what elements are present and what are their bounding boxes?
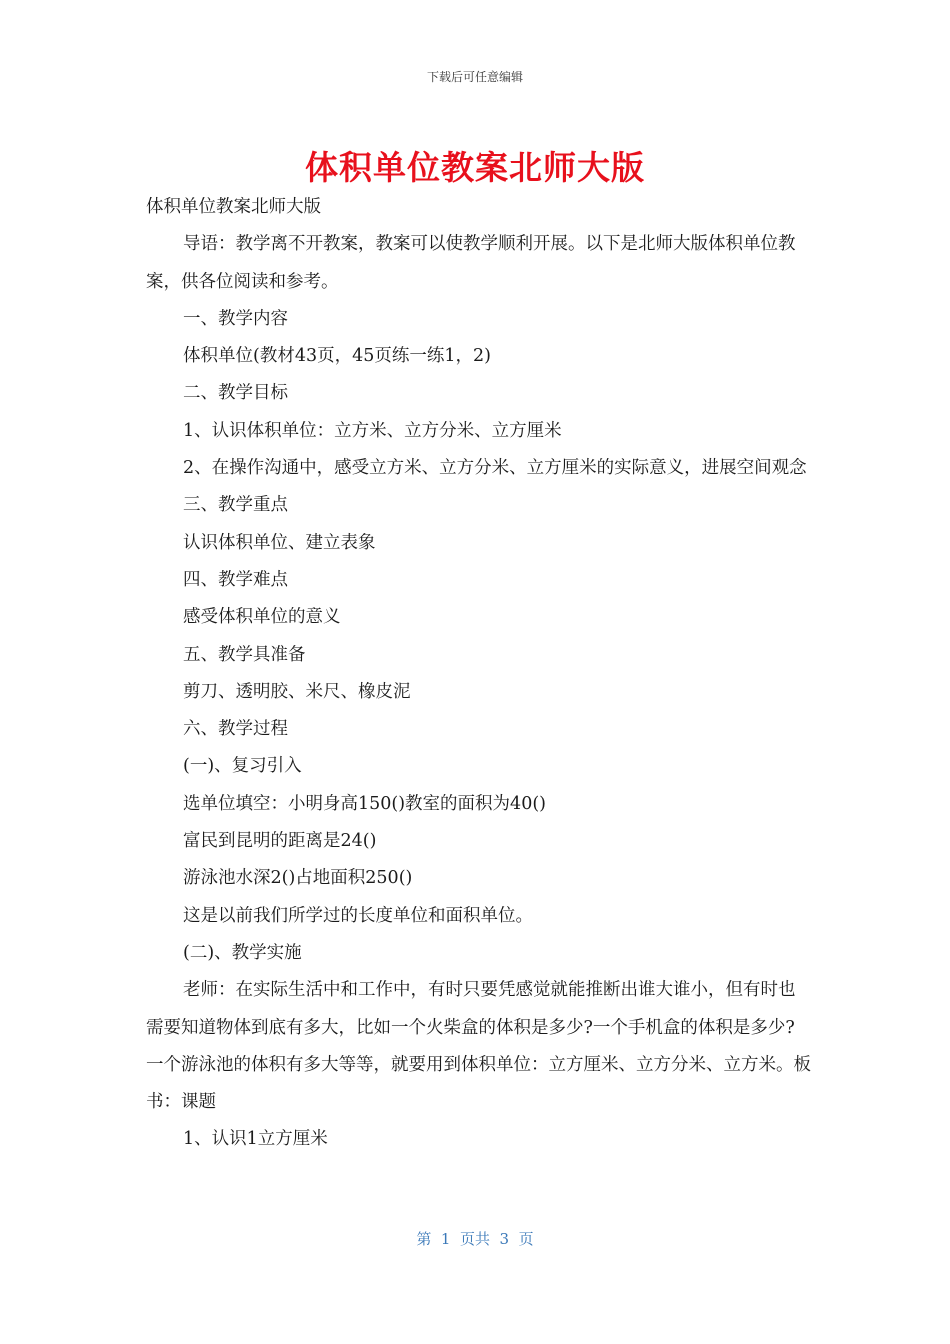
section-heading: 六、教学过程 <box>183 719 288 740</box>
section-heading: 二、教学目标 <box>183 383 288 404</box>
paragraph: 选单位填空：小明身高150()教室的面积为40() <box>183 793 546 814</box>
paragraph: 2、在操作沟通中，感受立方米、立方分米、立方厘米的实际意义，进展空间观念 <box>183 458 807 479</box>
subsection-heading: (一)、复习引入 <box>183 756 302 777</box>
paragraph: 游泳池水深2()占地面积250() <box>183 868 413 889</box>
paragraph: 感受体积单位的意义 <box>183 607 341 628</box>
paragraph: 1、认识体积单位：立方米、立方分米、立方厘米 <box>183 420 562 441</box>
paragraph: 老师：在实际生活中和工作中，有时只要凭感觉就能推断出谁大谁小，但有时也需要知道物体到底有多大，比如一个火柴盒的体积是多少?一个手机盒的体积是多少?一个游泳池的体积有多大等等，就要用到体积单位：立方厘米、立方分米、立方米。板书：课题 <box>146 980 811 1113</box>
section-heading: 一、教学内容 <box>183 308 288 329</box>
paragraph: 剪刀、透明胶、米尺、橡皮泥 <box>183 681 411 702</box>
section-heading: 三、教学重点 <box>183 495 288 516</box>
paragraph: 体积单位教案北师大版 <box>146 197 321 217</box>
subsection-heading: (二)、教学实施 <box>183 942 302 963</box>
document-body <box>146 189 811 1159</box>
header-note: 下载后可任意编辑 <box>426 70 523 84</box>
paragraph: 1、认识1立方厘米 <box>183 1129 328 1150</box>
section-heading: 五、教学具准备 <box>183 644 306 665</box>
document-title: 体积单位教案北师大版 <box>305 148 645 187</box>
paragraph: 导语：教学离不开教案，教案可以使教学顺利开展。以下是北师大版体积单位教案，供各位阅读和参考。 <box>146 234 796 292</box>
section-heading: 四、教学难点 <box>183 569 288 590</box>
page-number-footer: 第 1 页共 3 页 <box>416 1230 534 1248</box>
paragraph: 这是以前我们所学过的长度单位和面积单位。 <box>183 905 533 926</box>
paragraph: 富民到昆明的距离是24() <box>183 831 377 852</box>
paragraph: 体积单位(教材43页，45页练一练1，2) <box>183 346 491 367</box>
paragraph: 认识体积单位、建立表象 <box>183 532 376 553</box>
